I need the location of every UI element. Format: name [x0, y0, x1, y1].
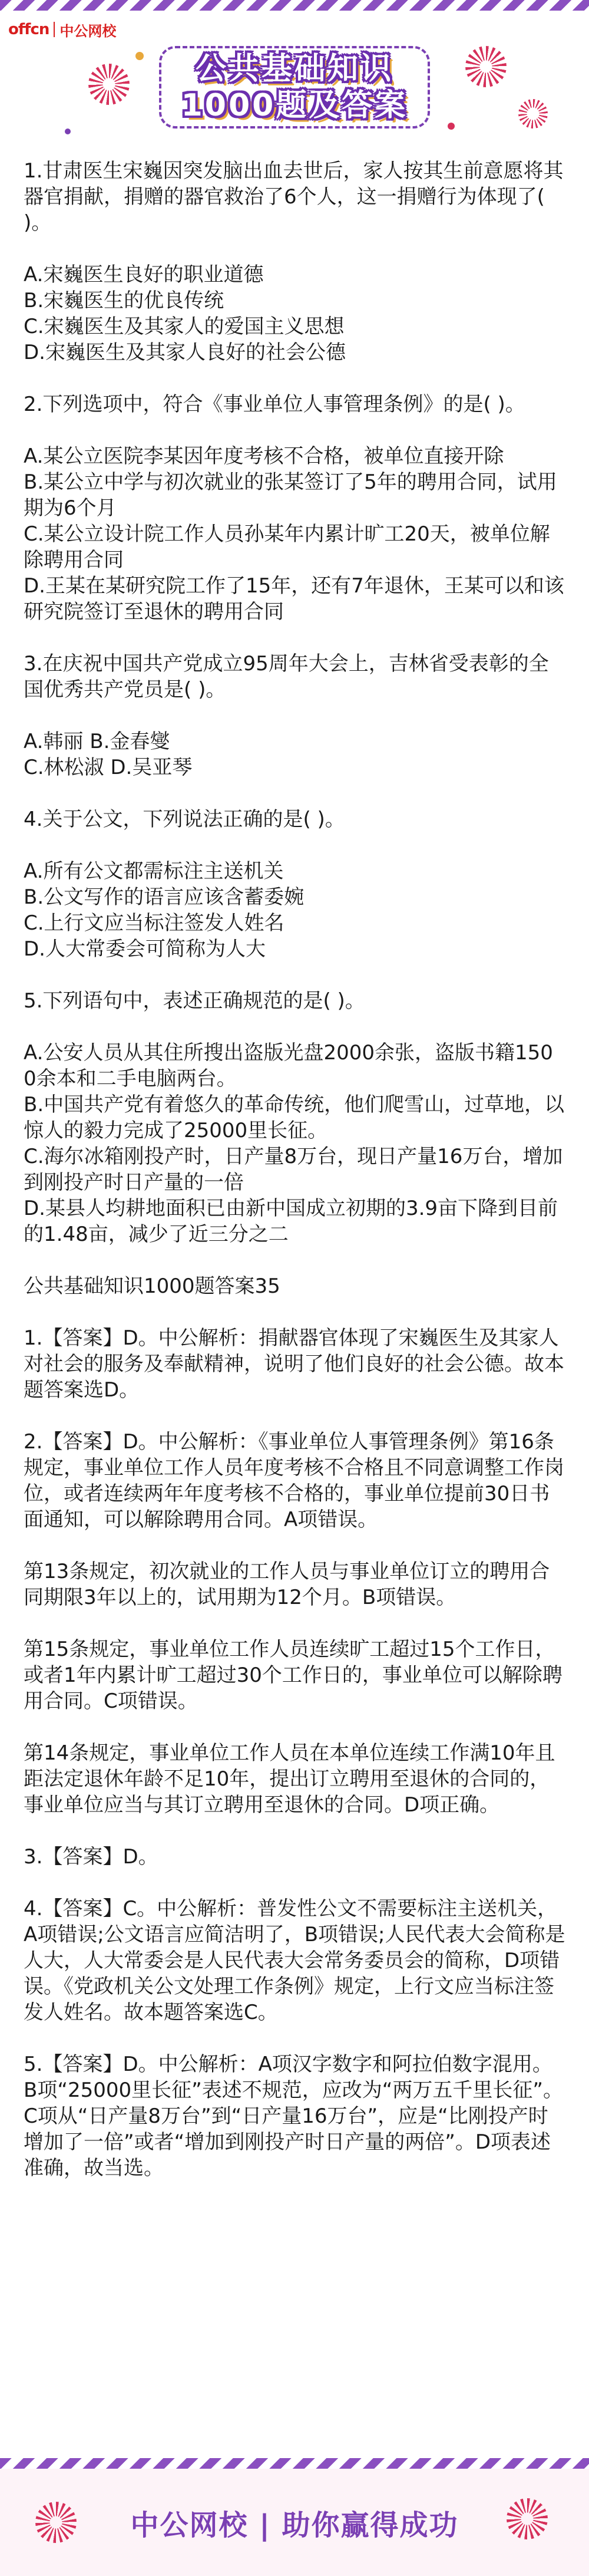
bottom-stripe [0, 2458, 589, 2469]
firework-decoration-left [88, 64, 130, 105]
title-line-2: 1000题及答案 [181, 88, 408, 123]
question-4-options: A.所有公文都需标注主送机关 B.公文写作的语言应该含蓄委婉 C.上行文应当标注签发人姓名 D.人大常委会可简称为人大 [24, 859, 305, 961]
question-2: 2.下列选项中，符合《事业单位人事管理条例》的是( )。 [24, 393, 525, 416]
question-1: 1.甘肃医生宋巍因突发脑出血去世后，家人按其生前意愿将其器官捐献，捐赠的器官救治了6个人，这一捐赠行为体现了( )。 [24, 159, 564, 235]
answer-4: 4.【答案】C。中公解析：普发性公文不需要标注主送机关，A项错误;公文语言应简洁明了，B项错误;人民代表大会简称是人大，人大常委会是人民代表大会常务委员会的简称，D项错误。《党政机关公文处理工作条例》规定，上行文应当标注签发人姓名。故本题答案选C。 [24, 1897, 565, 2024]
firework-decoration-footer-right [507, 2498, 548, 2539]
firework-decoration-footer-left [35, 2502, 77, 2543]
article-body [24, 158, 565, 2181]
question-3-options: A.韩丽 B.金春燮 C.林松淑 D.吴亚琴 [24, 730, 193, 779]
logo-name: 中公网校 [59, 22, 117, 39]
firework-decoration-right-small [518, 99, 548, 129]
top-stripe [0, 0, 589, 11]
answers-heading: 公共基础知识1000题答案35 [24, 1274, 280, 1298]
question-5: 5.下列语句中，表述正确规范的是( )。 [24, 989, 365, 1013]
question-4: 4.关于公文，下列说法正确的是( )。 [24, 808, 345, 831]
answer-3: 3.【答案】D。 [24, 1845, 158, 1869]
answer-5: 5.【答案】D。中公解析：A项汉字数字和阿拉伯数字混用。B项“25000里长征”表述不规范，应改为“两万五千里长征”。C项从“日产量8万台”到“日产量16万台”，应是“比刚投产时增加了一倍”或者“增加到刚投产时日产量的两倍”。D项表述准确，故当选。 [24, 2053, 563, 2180]
question-2-options: A.某公立医院李某因年度考核不合格，被单位直接开除 B.某公立中学与初次就业的张某签订了5年的聘用合同，试用期为6个月 C.某公立设计院工作人员孙某年内累计旷工20天，被单位解除聘用合同 D.王某在某研究院工作了15年，还有7年退休，王某可以和该研究院签订至退休的聘用合同 [24, 444, 564, 624]
footer-slogan: 中公网校 | 助你赢得成功 [130, 2508, 459, 2542]
dot-decoration [448, 123, 455, 130]
question-1-options: A.宋巍医生良好的职业道德 B.宋巍医生的优良传统 C.宋巍医生及其家人的爱国主义思想 D.宋巍医生及其家人良好的社会公德 [24, 263, 346, 364]
dot-decoration [135, 52, 144, 60]
title-banner [159, 46, 430, 129]
question-3: 3.在庆祝中国共产党成立95周年大会上，吉林省受表彰的全国优秀共产党员是( )。 [24, 652, 549, 701]
logo-divider [54, 22, 55, 37]
header [0, 11, 589, 152]
firework-decoration-right [465, 46, 507, 87]
title-line-1: 公共基础知识 [195, 51, 393, 87]
answer-2-note-d: 第14条规定，事业单位工作人员在本单位连续工作满10年且距法定退休年龄不足10年，提出订立聘用至退休的合同的，事业单位应当与其订立聘用至退休的合同。D项正确。 [24, 1741, 555, 1817]
question-5-options: A.公安人员从其住所搜出盗版光盘2000余张，盗版书籍1500余本和二手电脑两台。 B.中国共产党有着悠久的革命传统，他们爬雪山，过草地，以惊人的毅力完成了25000里长征。 C.海尔冰箱刚投产时，日产量8万台，现日产量16万台，增加到刚投产时日产量的一倍 D.某县人均耕地面积已由新中国成立初期的3.9亩下降到目前的1.48亩，减少了近三分之二 [24, 1041, 565, 1246]
answer-2-note-b: 第13条规定，初次就业的工作人员与事业单位订立的聘用合同期限3年以上的，试用期为12个月。B项错误。 [24, 1560, 550, 1609]
logo[interactable] [8, 17, 116, 42]
answer-2-note-c: 第15条规定，事业单位工作人员连续旷工超过15个工作日，或者1年内累计旷工超过30个工作日的，事业单位可以解除聘用合同。C项错误。 [24, 1638, 562, 1713]
answer-1: 1.【答案】D。中公解析：捐献器官体现了宋巍医生及其家人对社会的服务及奉献精神，说明了他们良好的社会公德。故本题答案选D。 [24, 1326, 564, 1402]
logo-mark: offcn [8, 21, 49, 38]
dot-decoration [65, 129, 71, 134]
answer-2: 2.【答案】D。中公解析：《事业单位人事管理条例》第16条规定，事业单位工作人员年度考核不合格且不同意调整工作岗位，或者连续两年年度考核不合格的，事业单位提前30日书面通知，可以解除聘用合同。A项错误。 [24, 1430, 564, 1531]
footer-banner [0, 2469, 589, 2576]
